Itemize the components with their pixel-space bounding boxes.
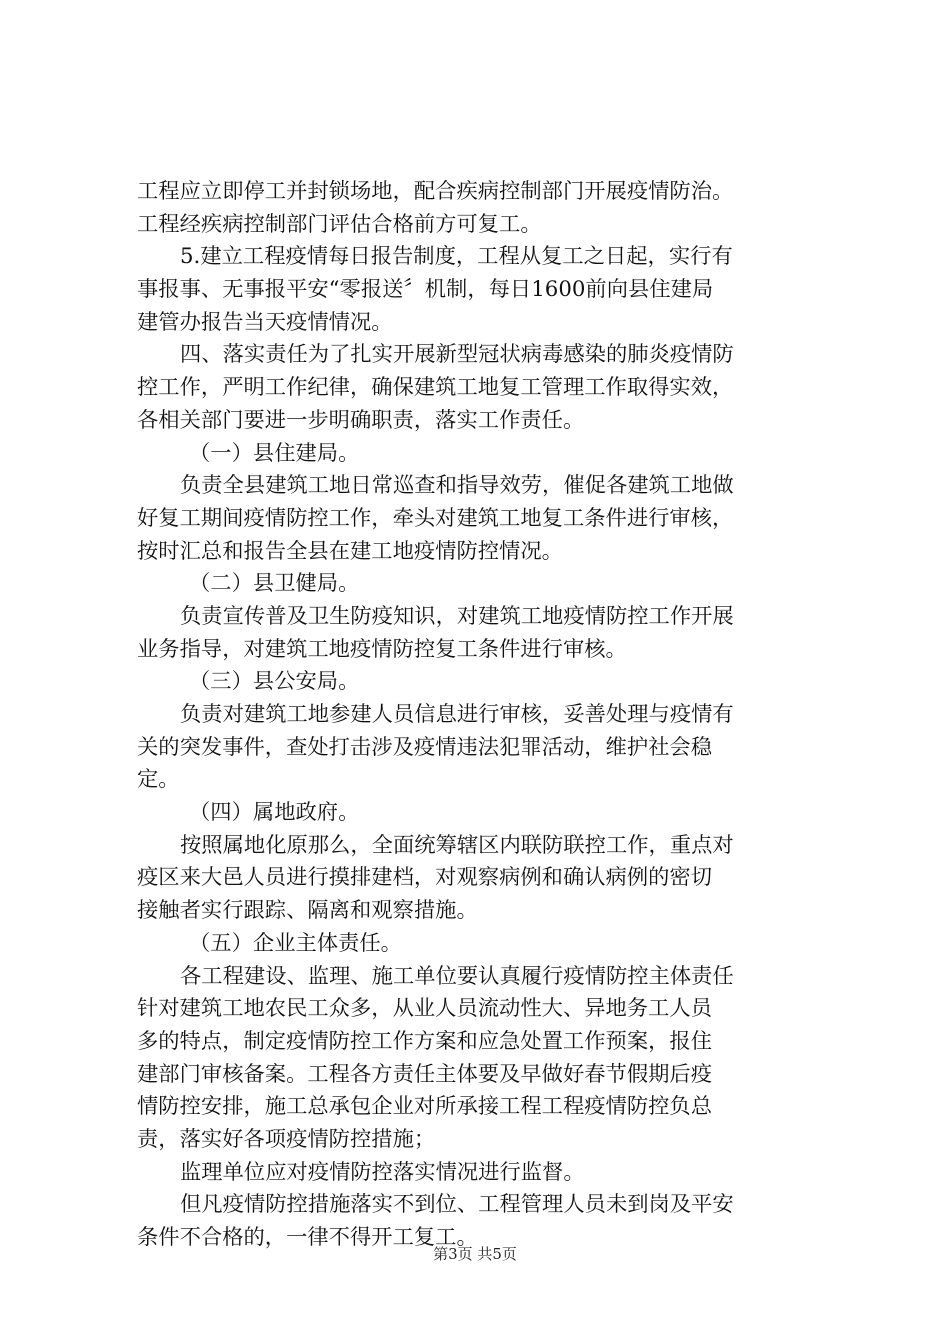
text-line: 各工程建设、监理、施工单位要认真履行疫情防控主体责任 [180, 963, 734, 989]
text-line: 业务指导，对建筑工地疫情防控复工条件进行审核。 [137, 636, 627, 662]
text-line: 各相关部门要进一步明确职责，落实工作责任。 [137, 407, 585, 433]
text-line: 监理单位应对疫情防控落实情况进行监督。 [180, 1159, 585, 1185]
page-footer: 第3页 共5页 [433, 1245, 517, 1263]
text-line: 工程经疾病控制部门评估合格前方可复工。 [137, 211, 542, 237]
text-line: 四、落实责任为了扎实开展新型冠状病毒感染的肺炎疫情防 [180, 342, 734, 368]
text-line: 接触者实行跟踪、隔离和观察措施。 [137, 898, 478, 924]
text-line: （五）企业主体责任。 [189, 930, 402, 956]
text-line: 疫区来大邑人员进行摸排建档，对观察病例和确认病例的密切 [137, 865, 713, 891]
text-line: 建管办报告当天疫情情况。 [137, 309, 393, 335]
text-line: 5.建立工程疫情每日报告制度，工程从复工之日起，实行有 [180, 244, 733, 270]
document-body [137, 176, 837, 1255]
text-line: 责，落实好各项疫情防控措施； [137, 1126, 436, 1152]
text-line: 负责全县建筑工地日常巡查和指导效劳，催促各建筑工地做 [180, 473, 734, 499]
text-line: 关的突发事件，查处打击涉及疫情违法犯罪活动，维护社会稳 [137, 734, 713, 760]
text-line: （二）县卫健局。 [189, 571, 360, 597]
text-line: 负责对建筑工地参建人员信息进行审核，妥善处理与疫情有 [180, 702, 734, 727]
text-line: 按时汇总和报告全县在建工地疫情防控情况。 [137, 538, 563, 564]
text-line: 条件不合格的，一律不得开工复工。 [137, 1225, 478, 1250]
text-line: （一）县住建局。 [189, 440, 360, 466]
text-line: 负责宣传普及卫生防疫知识，对建筑工地疫情防控工作开展 [180, 603, 734, 629]
text-line: 针对建筑工地农民工众多，从业人员流动性大、异地务工人员 [137, 996, 713, 1022]
text-line: 控工作，严明工作纪律，确保建筑工地复工管理工作取得实效， [137, 375, 734, 401]
text-line: 工程应立即停工并封锁场地，配合疾病控制部门开展疫情防治。 [137, 179, 734, 204]
text-line: 情防控安排，施工总承包企业对所承接工程工程疫情防控负总 [137, 1094, 713, 1120]
text-line: （三）县公安局。 [189, 669, 360, 695]
text-line: 好复工期间疫情防控工作，牵头对建筑工地复工条件进行审核， [137, 505, 734, 531]
text-line: 多的特点，制定疫情防控工作方案和应急处置工作预案，报住 [137, 1028, 713, 1054]
text-line: 按照属地化原那么，全面统筹辖区内联防联控工作，重点对 [180, 832, 734, 858]
text-line: 建部门审核备案。工程各方责任主体要及早做好春节假期后疫 [137, 1061, 713, 1087]
text-line: 但凡疫情防控措施落实不到位、工程管理人员未到岗及平安 [180, 1192, 734, 1218]
text-line: 事报事、无事报平安“零报送〞机制，每日1600前向县住建局 [137, 277, 714, 303]
text-line: 定。 [137, 767, 180, 793]
text-line: （四）属地政府。 [189, 800, 360, 826]
